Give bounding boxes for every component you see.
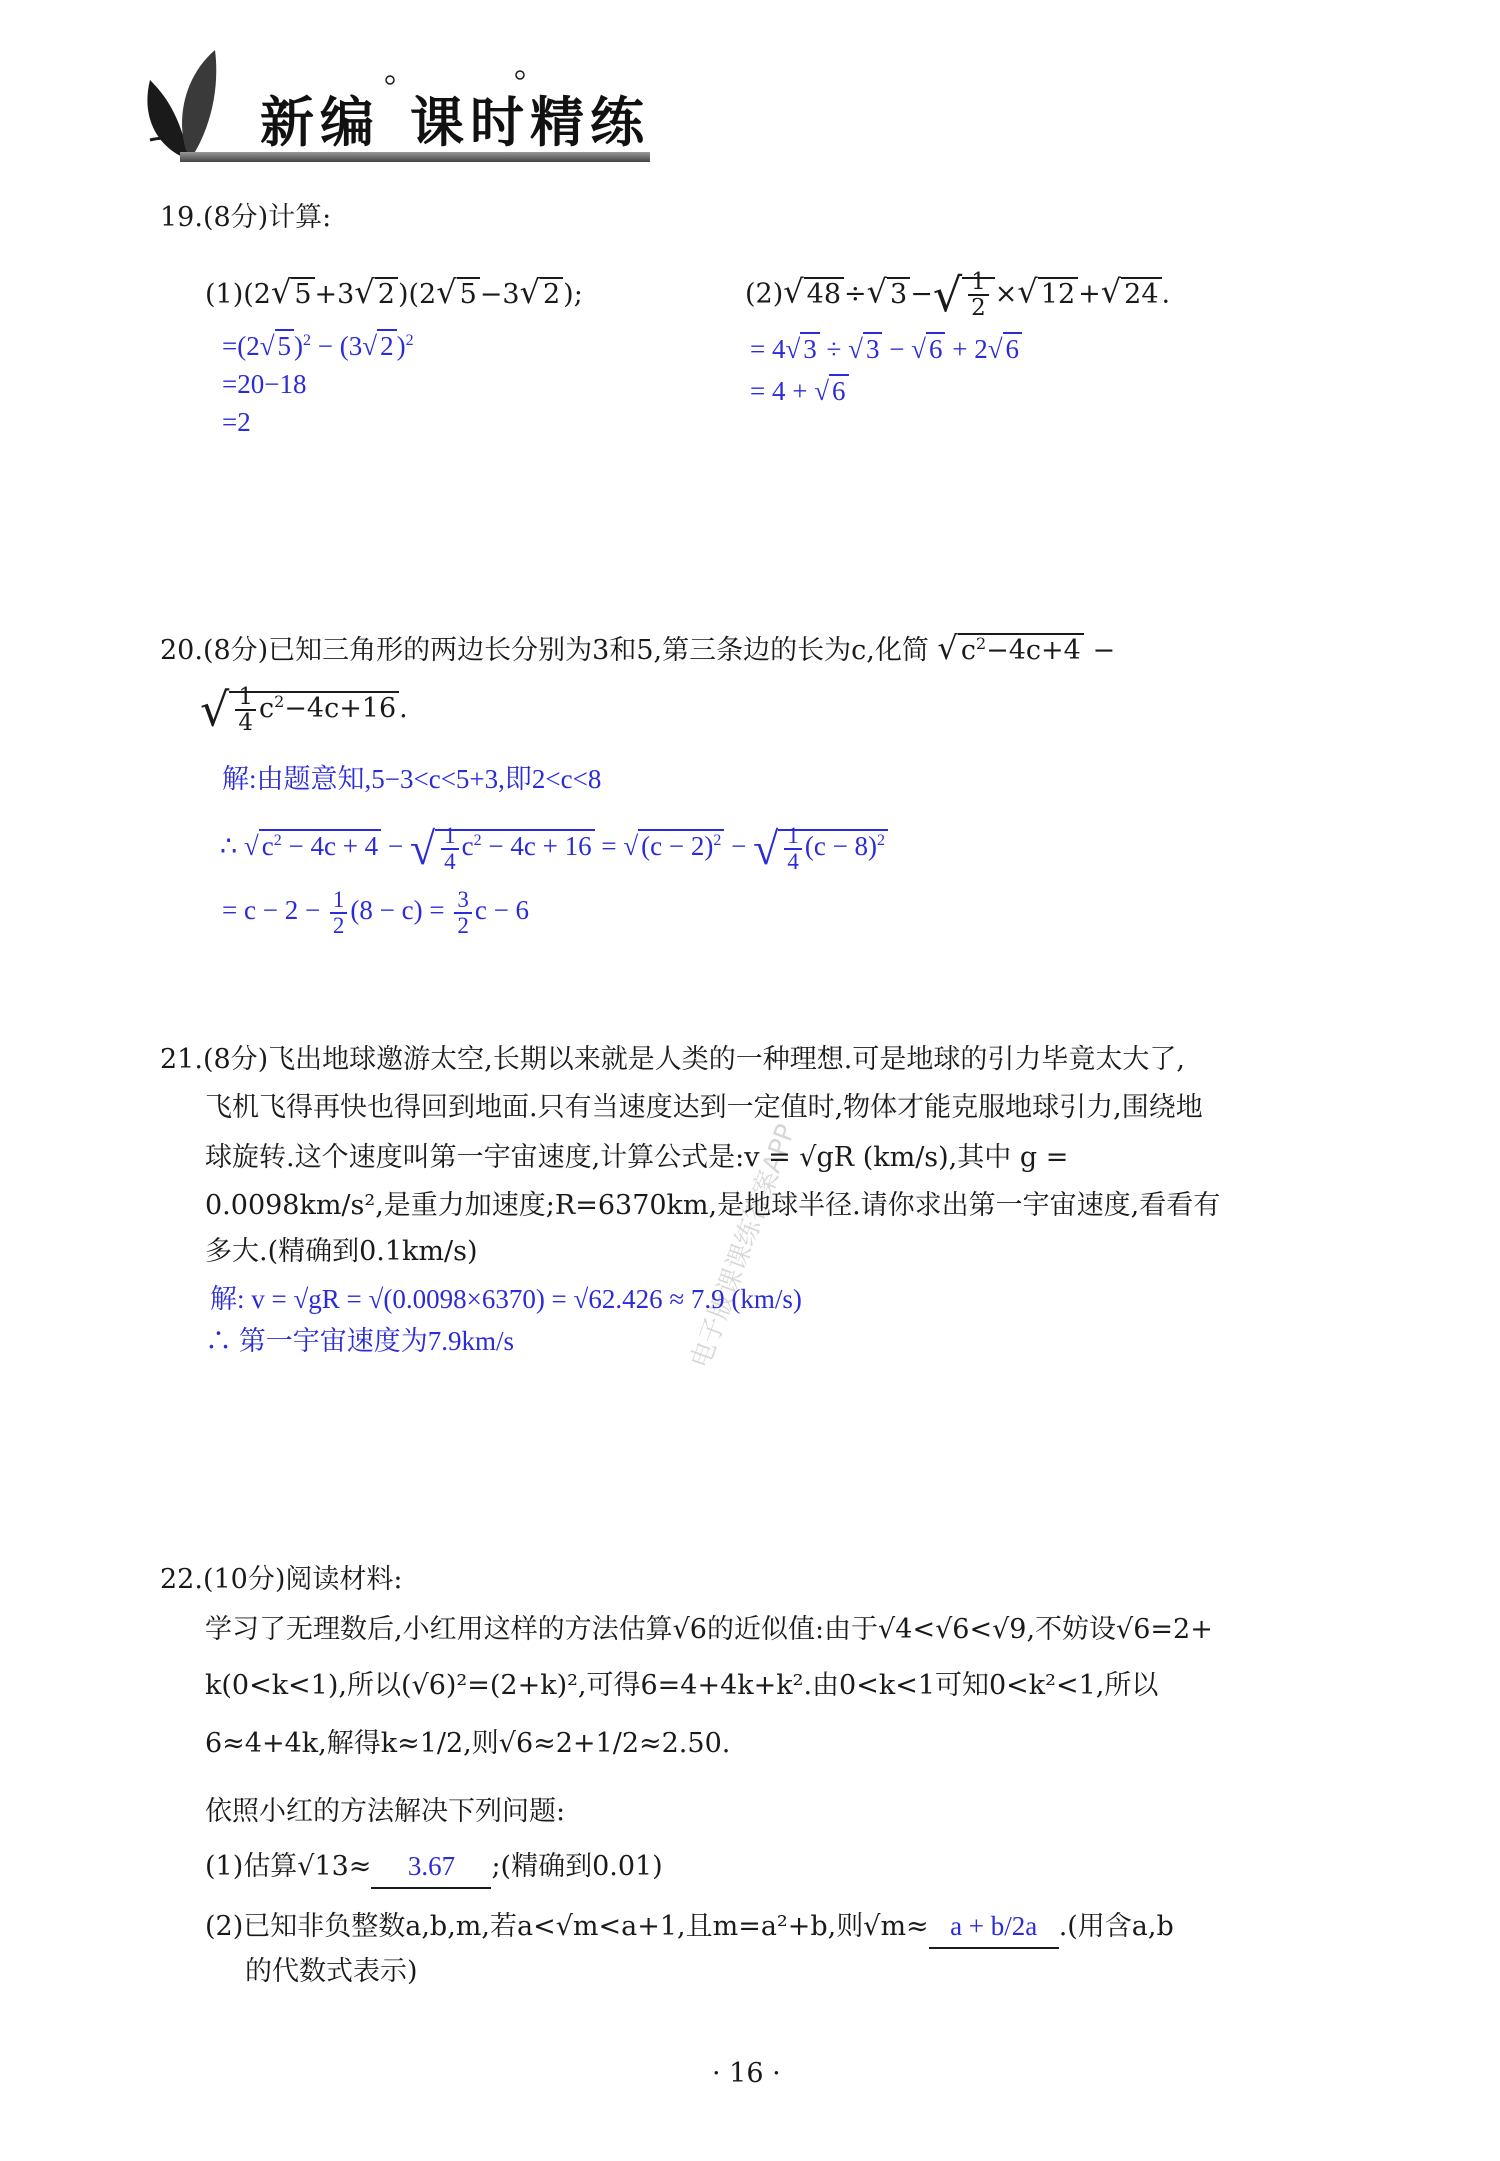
q22-material-line2: k(0<k<1),所以(√6)²=(2+k)²,可得6=4+4k+k².由0<k<1可知0<k²<1,所以 (205, 1670, 1159, 1701)
q19-answer1 (222, 322, 414, 441)
q22-p2-line2: 的代数式表示) (245, 1956, 418, 1987)
q20-label: 20.(8分)已知三角形的两边长分别为3和5,第三条边的长为c,化简 (160, 635, 929, 666)
q22-p1-suffix: ;(精确到0.01) (491, 1851, 663, 1882)
q21-answer-line2: ∴ 第一宇宙速度为7.9km/s (205, 1326, 515, 1356)
header-title-box (260, 80, 650, 157)
header (120, 40, 650, 170)
butterfly-icon (120, 40, 260, 170)
page-number: · 16 · (712, 2058, 781, 2089)
decoration-dots (370, 60, 530, 90)
q21-line2: 飞机飞得再快也得回到地面.只有当速度达到一定值时,物体才能克服地球引力,围绕地 (205, 1092, 1203, 1123)
q19-part2: (2)√ 48 ÷√ 3 −√ $\frac{1}{2}$ ×√ 12 +√ 24 . (745, 268, 1171, 322)
q19-label: 19.(8分)计算: (160, 202, 332, 233)
q21-line4: 0.0098km/s²,是重力加速度;R=6370km,是地球半径.请你求出第一宇宙速度,看看有 (205, 1190, 1221, 1221)
q22-p1-prefix: (1)估算√13≈ (205, 1851, 372, 1882)
q22-part2 (205, 1906, 1174, 1949)
q22-material-line3: 6≈4+4k,解得k≈1/2,则√6≈2+1/2≈2.50. (205, 1728, 731, 1759)
q21-answer-line1: 解: v = √gR = √(0.0098×6370) = √62.426 ≈ 7.9 (km/s) (210, 1284, 802, 1314)
q22-p1-answer: 3.67 (407, 1851, 456, 1881)
q22-part1 (205, 1846, 663, 1889)
q22-p2-answer: a + b/2a (950, 1911, 1038, 1941)
q19-a2-line1: = 4√ 3 ÷ √ 3 − √ 6 + 2√ 6 (750, 330, 1022, 368)
q20-answer-line1: 解:由题意知,5−3<c<5+3,即2<c<8 (222, 764, 602, 794)
q21-line1: 21.(8分)飞出地球邀游太空,长期以来就是人类的一种理想.可是地球的引力毕竟太大了, (160, 1044, 1185, 1075)
q20-answer-line3: = c − 2 − $\frac{1}{2}$ (8 − c) = $\frac{3}{2}$ c − 6 (222, 887, 530, 938)
q22-p2-prefix: (2)已知非负整数a,b,m,若a<√m<a+1,且m=a²+b,则√m≈ (205, 1911, 929, 1942)
q19-a1-line3: =2 (222, 407, 251, 437)
q22-material-line1: 学习了无理数后,小红用这样的方法估算√6的近似值:由于√4<√6<√9,不妨设√6=2+ (205, 1614, 1213, 1645)
q19-a1-line1: =(2√ 5 )$^2$ − (3√ 2 )$^2$ (222, 331, 414, 361)
q20-line1: 20.(8分)已知三角形的两边长分别为3和5,第三条边的长为c,化简 √ $c^2-4c+4$ − (160, 629, 1116, 667)
q22-label: 22.(10分)阅读材料: (160, 1564, 403, 1595)
q19-a1-line2: =20−18 (222, 369, 307, 399)
header-title-part1: 新编 (260, 91, 380, 154)
header-title-part2: 课时精练 (410, 91, 650, 154)
q20-line2: √ $\frac{1}{4}$ $c^2-4c+16$ . (200, 682, 408, 737)
q20-answer-line2: ∴ √ $c^2 - 4c + 4$ − √ $\frac{1}{4}$ $c^2 - 4c + 16$ = √ $(c - 2)^2$ − √ $\frac{1}{4}$ $(c - 8)^2$ (220, 822, 888, 874)
q19-answer2 (750, 330, 1022, 410)
q19-part1: (1)(2√ 5 +3√ 2 )(2√ 5 −3√ 2 ); (205, 273, 583, 311)
q21-line3: 球旋转.这个速度叫第一宇宙速度,计算公式是:v = √gR (km/s),其中 g = (205, 1142, 1069, 1173)
watermark: 电子版课课练答案APP (685, 1120, 802, 1373)
q22-p2-suffix: .(用含a,b (1058, 1911, 1174, 1942)
q22-instruction: 依照小红的方法解决下列问题: (205, 1796, 566, 1827)
q19-a2-line2: = 4 + √ 6 (750, 372, 1022, 410)
q21-line5: 多大.(精确到0.1km/s) (205, 1236, 478, 1267)
